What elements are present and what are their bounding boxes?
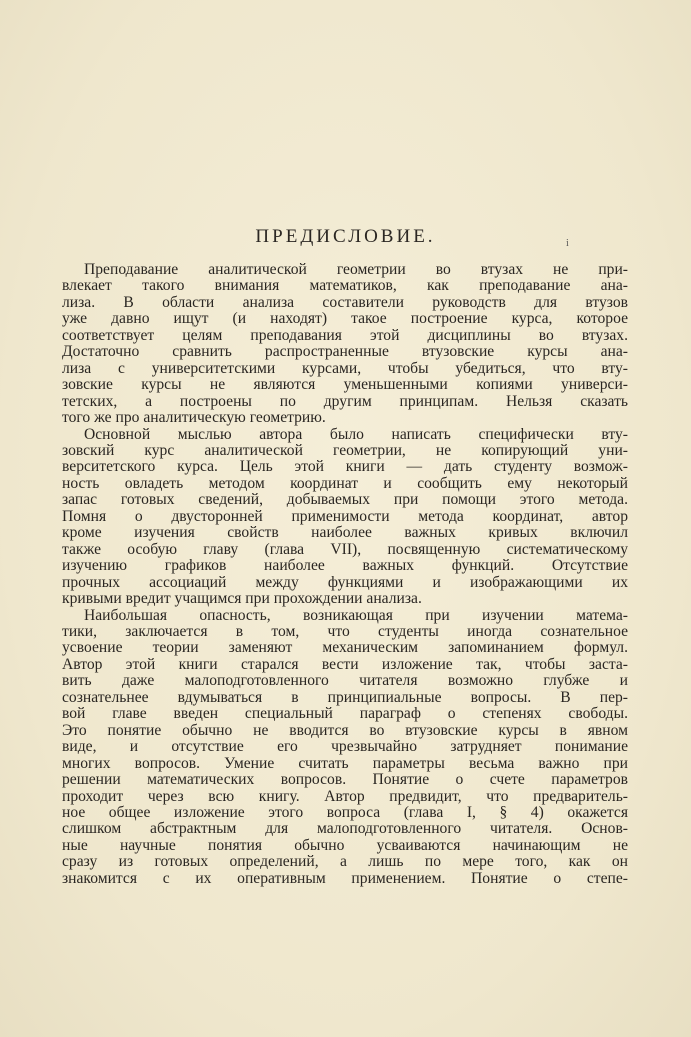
text-line: Помня о двусторонней применимости метода координат, автор bbox=[62, 507, 628, 525]
text-line: многих вопросов. Умение считать параметры весьма важно при bbox=[62, 754, 628, 772]
text-line: тики, заключается в том, что студенты иногда сознательное bbox=[62, 622, 628, 640]
text-line: вить даже малоподготовленного читателя возможно глубже и bbox=[62, 672, 628, 690]
preface-body bbox=[62, 262, 628, 887]
text-line: кроме изучения свойств наиболее важных кривых включил bbox=[62, 524, 628, 542]
text-line: ное общее изложение этого вопроса (глава I, § 4) окажется bbox=[62, 803, 628, 821]
text-line: сразу из готовых определений, а лишь по мере того, как он bbox=[62, 853, 628, 871]
text-line: соответствует целям преподавания этой дисциплины во втузах. bbox=[62, 326, 628, 344]
text-line: слишком абстрактным для малоподготовленного читателя. Основ- bbox=[62, 820, 628, 838]
text-line: Достаточно сравнить распространенные втузовские курсы ана- bbox=[62, 343, 628, 361]
text-line: сознательнее вдумываться в принципиальные вопросы. В пер- bbox=[62, 688, 628, 706]
text-line: зовский курс аналитической геометрии, не копирующий уни- bbox=[62, 441, 628, 459]
text-line: уже давно ищут (и находят) такое построение курса, которое bbox=[62, 310, 628, 328]
text-line: виде, и отсутствие его чрезвычайно затрудняет понимание bbox=[62, 738, 628, 756]
text-line: тетских, а построены по другим принципам. Нельзя сказать bbox=[62, 392, 628, 410]
text-line: ные научные понятия обычно усваиваются начинающим не bbox=[62, 836, 628, 854]
text-line: кривыми вредит учащимся при прохождении анализа. bbox=[62, 590, 422, 608]
text-line: прочных ассоциаций между функциями и изображающими их bbox=[62, 573, 628, 591]
text-line: ность овладеть методом координат и сообщить ему некоторый bbox=[62, 474, 628, 492]
text-line: лиза. В области анализа составители руководств для втузов bbox=[62, 293, 628, 311]
text-line: Это понятие обычно не вводится во втузовские курсы в явном bbox=[62, 721, 628, 739]
text-line: решении математических вопросов. Понятие о счете параметров bbox=[62, 771, 628, 789]
text-line: знакомится с их оперативным применением. Понятие о степе- bbox=[62, 869, 628, 887]
text-line: Автор этой книги старался вести изложение так, чтобы заста- bbox=[62, 655, 628, 673]
text-line: Основной мыслью автора было написать специфически вту- bbox=[84, 425, 628, 443]
text-line: Преподавание аналитической геометрии во втузах не при- bbox=[84, 261, 628, 278]
text-line: влекает такого внимания математиков, как преподавание ана- bbox=[62, 277, 628, 295]
paragraph bbox=[62, 262, 628, 427]
text-line: усвоение теории заменяют механическим запоминанием формул. bbox=[62, 639, 628, 657]
text-line: изучению графиков наиболее важных функций. Отсутствие bbox=[62, 557, 628, 575]
text-line: зовские курсы не являются уменьшенными копиями универси- bbox=[62, 376, 628, 394]
text-line: лиза с университетскими курсами, чтобы убедиться, что вту- bbox=[62, 359, 628, 377]
text-line: того же про аналитическую геометрию. bbox=[62, 409, 326, 427]
text-line: Наибольшая опасность, возникающая при изучении матема- bbox=[84, 606, 628, 624]
text-line: проходит через всю книгу. Автор предвидит, что предваритель- bbox=[62, 787, 628, 805]
text-line: также особую главу (глава VII), посвященную систематическому bbox=[62, 540, 628, 558]
page-title: ПРЕДИСЛОВИЕ. bbox=[255, 226, 436, 247]
paragraph bbox=[62, 608, 628, 888]
page-mark: i bbox=[566, 238, 569, 249]
text-line: запас готовых сведений, добываемых при помощи этого метода. bbox=[62, 491, 628, 509]
text-line: вой главе введен специальный параграф о степенях свободы. bbox=[62, 705, 628, 723]
paragraph bbox=[62, 427, 628, 608]
text-line: верситетского курса. Цель этой книги — дать студенту возмож- bbox=[62, 458, 628, 476]
